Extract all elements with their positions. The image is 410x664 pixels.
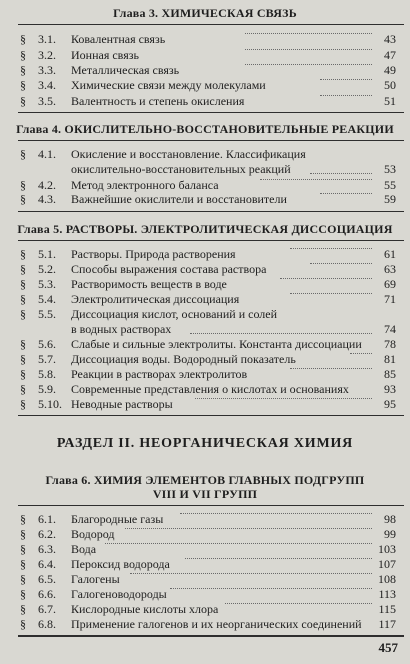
toc-entry: § 5.4. Электролитическая диссоциация 71 [20, 292, 396, 306]
chapter-4-title: Глава 4. ОКИСЛИТЕЛЬНО-ВОССТАНОВИТЕЛЬНЫЕ РЕАКЦИИ [16, 122, 394, 136]
divider [18, 240, 404, 241]
toc-entry: § 3.5. Валентность и степень окисления 51 [20, 94, 396, 108]
toc-entry: § 3.1. Ковалентная связь 43 [20, 32, 396, 46]
divider [18, 635, 404, 637]
divider [18, 211, 404, 212]
toc-entry: § 3.4. Химические связи между молекулами 50 [20, 78, 396, 92]
toc-entry: § 5.9. Современные представления о кислотах и основаниях 93 [20, 382, 396, 396]
toc-entry: § 6.8. Применение галогенов и их неорганических соединений 117 [20, 617, 396, 631]
divider [18, 140, 404, 141]
toc-entry: § 5.8. Реакции в растворах электролитов 85 [20, 367, 396, 381]
toc-entry: § 3.2. Ионная связь 47 [20, 48, 396, 62]
toc-entry: § 4.2. Метод электронного баланса 55 [20, 178, 396, 192]
toc-entry: § 5.3. Растворимость веществ в воде 69 [20, 277, 396, 291]
section-title: РАЗДЕЛ II. НЕОРГАНИЧЕСКАЯ ХИМИЯ [56, 436, 354, 451]
toc-entry: § 5.7. Диссоциация воды. Водородный показатель 81 [20, 352, 396, 366]
toc-entry: § 5.2. Способы выражения состава раствора 63 [20, 262, 396, 276]
chapter-6-title: Глава 6. ХИМИЯ ЭЛЕМЕНТОВ ГЛАВНЫХ ПОДГРУПП [45, 473, 365, 487]
toc-entry: § 4.1. Окисление и восстановление. Классификация окислительно-восстановительных реакций 53 [20, 147, 396, 176]
page-number: 457 [378, 640, 398, 655]
toc-entry: § 6.3. Вода 103 [20, 542, 396, 556]
chapter-5-title: Глава 5. РАСТВОРЫ. ЭЛЕКТРОЛИТИЧЕСКАЯ ДИССОЦИАЦИЯ [17, 222, 393, 236]
toc-entry: § 4.3. Важнейшие окислители и восстановители 59 [20, 192, 396, 206]
divider [18, 24, 404, 25]
toc-entry: § 5.1. Растворы. Природа растворения 61 [20, 247, 396, 261]
divider [18, 415, 404, 416]
toc-entry: § 6.2. Водород 99 [20, 527, 396, 541]
toc-entry: § 6.5. Галогены 108 [20, 572, 396, 586]
divider [18, 505, 404, 506]
toc-entry: § 6.6. Галогеноводороды 113 [20, 587, 396, 601]
toc-entry: § 5.5. Диссоциация кислот, оснований и солей в водных растворах 74 [20, 307, 396, 336]
toc-entry: § 6.7. Кислородные кислоты хлора 115 [20, 602, 396, 616]
toc-entry: § 5.10. Неводные растворы 95 [20, 397, 396, 411]
toc-entry: § 3.3. Металлическая связь 49 [20, 63, 396, 77]
divider [18, 112, 404, 113]
toc-entry: § 6.1. Благородные газы 98 [20, 512, 396, 526]
chapter-6-subtitle: VIII И VII ГРУПП [152, 487, 258, 501]
toc-entry: § 5.6. Слабые и сильные электролиты. Константа диссоциации 78 [20, 337, 396, 351]
toc-entry: § 6.4. Пероксид водорода 107 [20, 557, 396, 571]
chapter-3-title: Глава 3. ХИМИЧЕСКАЯ СВЯЗЬ [113, 6, 297, 20]
